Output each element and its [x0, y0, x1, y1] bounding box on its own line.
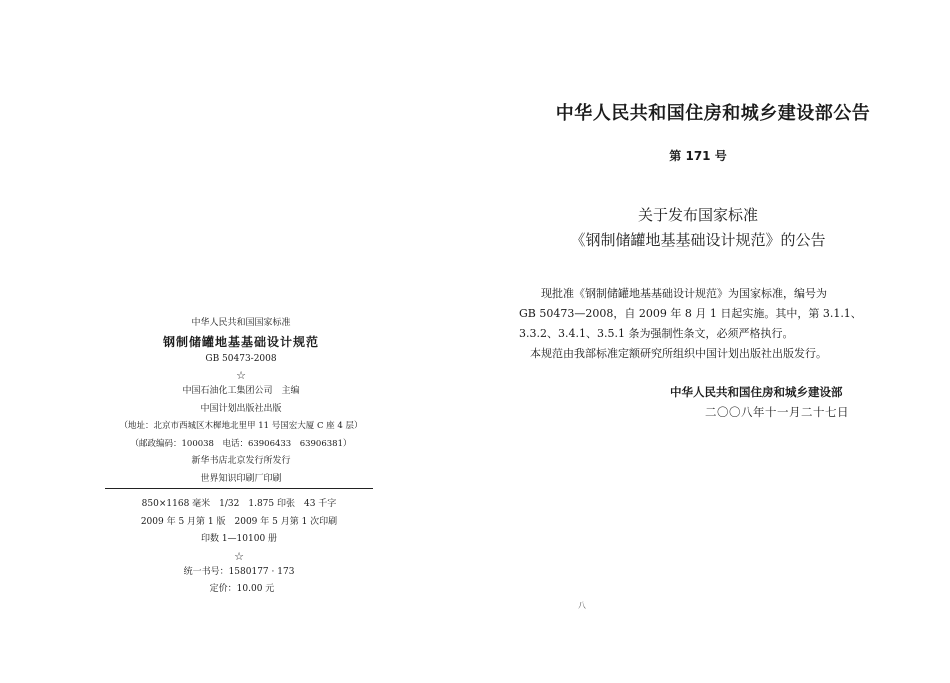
subject-line: 关于发布国家标准 — [637, 206, 758, 224]
imprint-series: 中华人民共和国国家标准 — [191, 318, 291, 328]
imprint-distributor: 新华书店北京发行所发行 — [191, 456, 291, 466]
imprint-editor: 中国石油化工集团公司 主编 — [182, 386, 300, 396]
body-line: GB 50473—2008，自 2009 年 8 月 1 日起实施。其中，第 3.1.1、 — [519, 307, 862, 320]
announcement-title: 中华人民共和国住房和城乡建设部公告 — [555, 103, 871, 124]
announcement-body — [519, 284, 887, 364]
imprint-book-number: 统一书号：1580177 · 173 — [183, 566, 295, 577]
subject-line: 《钢制储罐地基基础设计规范》的公告 — [570, 231, 826, 249]
imprint-print-details — [105, 496, 373, 599]
imprint-printer: 世界知识印刷厂印刷 — [200, 473, 282, 484]
imprint-block — [110, 315, 372, 488]
star-icon: ☆ — [234, 549, 244, 563]
imprint-divider — [105, 488, 373, 489]
announcement-issuer: 中华人民共和国住房和城乡建设部 — [670, 385, 843, 399]
body-paragraph: 本规范由我部标准定额研究所组织中国计划出版社出版发行。 — [530, 347, 827, 360]
imprint-postcode-phone: （邮政编码：100038 电话：63906433 63906381） — [130, 438, 352, 449]
body-line: 3.3.2、3.4.1、3.5.1 条为强制性条文，必须严格执行。 — [519, 327, 794, 340]
imprint-price: 定价：10.00 元 — [209, 584, 275, 594]
imprint-book-title: 钢制储罐地基基础设计规范 — [162, 334, 319, 349]
imprint-format: 850×1168 毫米 1/32 1.875 印张 43 千字 — [141, 499, 337, 509]
imprint-edition: 2009 年 5 月第 1 版 2009 年 5 月第 1 次印刷 — [140, 516, 338, 527]
imprint-publisher: 中国计划出版社出版 — [200, 403, 282, 414]
announcement-number: 第 171 号 — [669, 149, 727, 163]
body-line: 现批准《钢制储罐地基基础设计规范》为国家标准，编号为 — [541, 287, 827, 300]
announcement-subject — [533, 203, 863, 253]
announcement-date: 二〇〇八年十一月二十七日 — [705, 405, 849, 419]
right-page — [475, 0, 950, 683]
scan-mark: 八 — [578, 601, 586, 610]
star-icon: ☆ — [236, 369, 246, 382]
imprint-address: （地址：北京市西城区木樨地北里甲 11 号国宏大厦 C 座 4 层） — [119, 421, 363, 431]
imprint-print-run: 印数 1—10100 册 — [200, 534, 278, 544]
imprint-standard-code: GB 50473-2008 — [205, 353, 277, 364]
